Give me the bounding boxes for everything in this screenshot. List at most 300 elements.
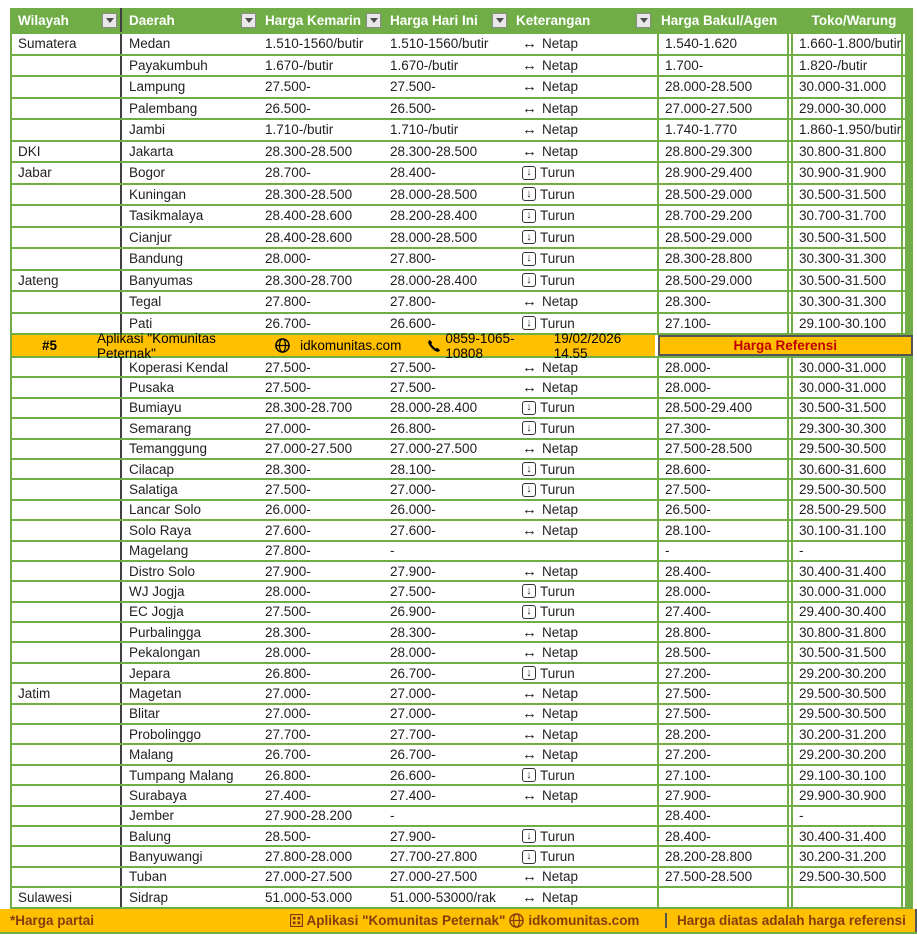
cell-wilayah[interactable] xyxy=(12,460,122,478)
cell-keterangan[interactable]: ↓ Turun xyxy=(510,314,654,334)
column-header-harga-hari-ini[interactable] xyxy=(384,8,510,32)
cell-harga-bakul-agen[interactable]: 28.100- xyxy=(657,521,789,539)
cell-wilayah[interactable] xyxy=(12,725,122,743)
cell-harga-kemarin[interactable]: 28.300-28.700 xyxy=(265,400,353,416)
cell-toko-warung[interactable]: 30.000-31.000 xyxy=(791,77,903,97)
cell-keterangan[interactable]: ↔ Netap xyxy=(522,521,579,539)
cell-harga-bakul-agen[interactable]: 28.200-28.800 xyxy=(657,847,789,865)
cell-harga-bakul-agen[interactable]: 28.500-29.400 xyxy=(657,399,789,417)
cell-harga-bakul-agen[interactable]: 28.000- xyxy=(657,582,789,600)
cell-toko-warung[interactable]: 30.100-31.100 xyxy=(791,521,903,539)
cell-wilayah[interactable] xyxy=(12,745,122,763)
cell-keterangan[interactable]: ↓ Turun xyxy=(510,163,654,183)
cell-daerah[interactable]: Magetan xyxy=(129,685,182,701)
cell-harga-kemarin[interactable]: 1.670-/butir xyxy=(265,57,334,73)
cell-harga-kemarin[interactable]: 27.800-28.000 xyxy=(265,849,353,865)
cell-harga-hari-ini[interactable]: 27.500- xyxy=(390,359,436,375)
cell-keterangan[interactable]: ↓ Turun xyxy=(510,206,654,226)
cell-harga-bakul-agen[interactable]: 27.200- xyxy=(657,664,789,682)
cell-toko-warung[interactable]: 29.500-30.500 xyxy=(791,440,903,458)
cell-harga-hari-ini[interactable]: - xyxy=(390,543,395,559)
cell-harga-bakul-agen[interactable]: 28.000- xyxy=(657,358,789,376)
cell-harga-kemarin[interactable]: 28.400-28.600 xyxy=(265,229,353,245)
cell-keterangan[interactable] xyxy=(510,807,654,825)
cell-keterangan[interactable]: ↔ Netap xyxy=(522,358,579,376)
cell-harga-kemarin[interactable]: 1.510-1560/butir xyxy=(265,36,364,52)
cell-toko-warung[interactable]: 1.660-1.800/butir xyxy=(791,34,903,54)
cell-keterangan[interactable] xyxy=(510,542,654,560)
cell-keterangan[interactable]: ↔ Netap xyxy=(522,440,579,458)
cell-harga-hari-ini[interactable]: 27.700- xyxy=(390,726,436,742)
cell-harga-kemarin[interactable]: 26.000- xyxy=(265,502,311,518)
cell-harga-hari-ini[interactable]: 28.000-28.500 xyxy=(390,229,478,245)
cell-daerah[interactable]: Solo Raya xyxy=(129,522,192,538)
cell-keterangan[interactable]: ↔ Netap xyxy=(522,684,579,702)
cell-toko-warung[interactable] xyxy=(791,888,903,906)
cell-toko-warung[interactable]: 29.500-30.500 xyxy=(791,868,903,886)
column-header-keterangan[interactable] xyxy=(510,8,654,32)
cell-wilayah[interactable]: DKI xyxy=(12,142,122,162)
cell-keterangan[interactable]: ↔ Netap xyxy=(522,725,579,743)
cell-harga-kemarin[interactable]: 28.500- xyxy=(265,828,311,844)
cell-harga-bakul-agen[interactable]: 28.500-29.000 xyxy=(657,228,789,248)
cell-toko-warung[interactable]: 30.500-31.500 xyxy=(791,185,903,205)
cell-daerah[interactable]: Jakarta xyxy=(129,143,174,159)
cell-keterangan[interactable]: ↔ Netap xyxy=(522,888,579,906)
cell-harga-kemarin[interactable]: 26.500- xyxy=(265,100,311,116)
cell-keterangan[interactable]: ↔ Netap xyxy=(522,623,579,641)
cell-harga-bakul-agen[interactable]: 27.500- xyxy=(657,480,789,498)
cell-harga-bakul-agen[interactable]: 27.100- xyxy=(657,314,789,334)
cell-keterangan[interactable]: ↔ Netap xyxy=(522,501,579,519)
cell-toko-warung[interactable]: 29.000-30.000 xyxy=(791,99,903,119)
cell-harga-bakul-agen[interactable]: 27.500- xyxy=(657,684,789,702)
cell-harga-kemarin[interactable]: 26.700- xyxy=(265,747,311,763)
cell-toko-warung[interactable]: 29.100-30.100 xyxy=(791,766,903,784)
cell-keterangan[interactable]: ↔ Netap xyxy=(522,644,579,662)
cell-wilayah[interactable] xyxy=(12,827,122,845)
cell-toko-warung[interactable]: 30.500-31.500 xyxy=(791,228,903,248)
cell-toko-warung[interactable]: 30.300-31.300 xyxy=(791,249,903,269)
cell-harga-bakul-agen[interactable]: 28.800-29.300 xyxy=(657,142,789,162)
cell-toko-warung[interactable]: 30.600-31.600 xyxy=(791,460,903,478)
cell-daerah[interactable]: Jambi xyxy=(129,122,166,138)
column-header-reference-group[interactable] xyxy=(657,8,913,32)
cell-harga-hari-ini[interactable]: 28.000- xyxy=(390,645,436,661)
cell-toko-warung[interactable]: 30.200-31.200 xyxy=(791,847,903,865)
cell-harga-bakul-agen[interactable]: - xyxy=(657,542,789,560)
cell-harga-hari-ini[interactable]: 27.500- xyxy=(390,380,436,396)
cell-harga-kemarin[interactable]: 28.000- xyxy=(265,251,311,267)
cell-keterangan[interactable]: ↔ Netap xyxy=(522,56,579,74)
cell-daerah[interactable]: Pekalongan xyxy=(129,645,201,661)
cell-wilayah[interactable] xyxy=(12,56,122,76)
cell-harga-bakul-agen[interactable]: 27.300- xyxy=(657,419,789,437)
cell-harga-bakul-agen[interactable]: 28.500-29.000 xyxy=(657,185,789,205)
cell-wilayah[interactable] xyxy=(12,99,122,119)
cell-harga-hari-ini[interactable]: 26.600- xyxy=(390,767,436,783)
table-row xyxy=(10,501,913,521)
cell-daerah[interactable]: Payakumbuh xyxy=(129,57,208,73)
cell-wilayah[interactable] xyxy=(12,807,122,825)
cell-harga-kemarin[interactable]: 27.900- xyxy=(265,563,311,579)
cell-toko-warung[interactable]: 30.500-31.500 xyxy=(791,643,903,661)
cell-toko-warung[interactable]: 30.700-31.700 xyxy=(791,206,903,226)
cell-toko-warung[interactable]: 30.400-31.400 xyxy=(791,827,903,845)
cell-harga-bakul-agen[interactable]: 27.900- xyxy=(657,786,789,804)
cell-wilayah[interactable] xyxy=(12,705,122,723)
cell-harga-kemarin[interactable]: 27.800- xyxy=(265,294,311,310)
cell-wilayah[interactable] xyxy=(12,664,122,682)
cell-harga-bakul-agen[interactable]: 28.500-29.000 xyxy=(657,271,789,291)
cell-daerah[interactable]: Magelang xyxy=(129,543,189,559)
cell-keterangan[interactable]: ↓ Turun xyxy=(510,582,654,600)
cell-daerah[interactable]: Palembang xyxy=(129,100,198,116)
cell-harga-hari-ini[interactable]: 27.000- xyxy=(390,685,436,701)
cell-daerah[interactable]: Koperasi Kendal xyxy=(129,359,229,375)
cell-wilayah[interactable] xyxy=(12,542,122,560)
cell-toko-warung[interactable]: - xyxy=(791,807,903,825)
cell-harga-hari-ini[interactable]: 27.600- xyxy=(390,522,436,538)
cell-wilayah[interactable] xyxy=(12,562,122,580)
cell-daerah[interactable]: Bandung xyxy=(129,251,184,267)
cell-wilayah[interactable] xyxy=(12,766,122,784)
cell-daerah[interactable]: Cilacap xyxy=(129,461,175,477)
cell-harga-kemarin[interactable]: 28.400-28.600 xyxy=(265,208,353,224)
cell-toko-warung[interactable]: 30.400-31.400 xyxy=(791,562,903,580)
cell-daerah[interactable]: Tumpang Malang xyxy=(129,767,234,783)
cell-keterangan[interactable]: ↓ Turun xyxy=(510,664,654,682)
cell-harga-hari-ini[interactable]: 27.900- xyxy=(390,563,436,579)
cell-harga-kemarin[interactable]: 27.000- xyxy=(265,685,311,701)
cell-daerah[interactable]: WJ Jogja xyxy=(129,583,185,599)
cell-wilayah[interactable]: Jatim xyxy=(12,684,122,702)
cell-harga-hari-ini[interactable]: 26.700- xyxy=(390,747,436,763)
cell-wilayah[interactable] xyxy=(12,249,122,269)
cell-harga-bakul-agen[interactable]: 28.000- xyxy=(657,378,789,396)
cell-harga-bakul-agen[interactable]: 28.400- xyxy=(657,827,789,845)
cell-daerah[interactable]: Jember xyxy=(129,808,175,824)
cell-toko-warung[interactable]: 30.000-31.000 xyxy=(791,378,903,396)
cell-harga-bakul-agen[interactable]: 27.500-28.500 xyxy=(657,868,789,886)
cell-harga-hari-ini[interactable]: 27.400- xyxy=(390,787,436,803)
cell-harga-hari-ini[interactable]: 27.000-27.500 xyxy=(390,869,478,885)
cell-keterangan[interactable]: ↔ Netap xyxy=(522,293,579,311)
cell-harga-hari-ini[interactable]: 1.710-/butir xyxy=(390,122,459,138)
cell-harga-bakul-agen[interactable]: 26.500- xyxy=(657,501,789,519)
cell-keterangan[interactable]: ↓ Turun xyxy=(510,603,654,621)
cell-keterangan[interactable]: ↓ Turun xyxy=(510,249,654,269)
cell-keterangan[interactable]: ↓ Turun xyxy=(510,460,654,478)
cell-wilayah[interactable] xyxy=(12,440,122,458)
cell-daerah[interactable]: Salatiga xyxy=(129,482,178,498)
cell-daerah[interactable]: Kuningan xyxy=(129,186,187,202)
cell-keterangan[interactable]: ↓ Turun xyxy=(510,827,654,845)
cell-harga-bakul-agen[interactable]: 1.740-1.770 xyxy=(657,120,789,140)
column-header-daerah[interactable] xyxy=(122,8,259,32)
cell-daerah[interactable]: Surabaya xyxy=(129,787,187,803)
cell-harga-hari-ini[interactable]: 1.670-/butir xyxy=(390,57,459,73)
cell-harga-hari-ini[interactable]: 28.400- xyxy=(390,165,436,181)
cell-harga-hari-ini[interactable]: 28.300- xyxy=(390,624,436,640)
cell-daerah[interactable]: Tasikmalaya xyxy=(129,208,204,224)
cell-toko-warung[interactable]: 30.900-31.900 xyxy=(791,163,903,183)
cell-harga-kemarin[interactable]: 28.300-28.500 xyxy=(265,143,353,159)
cell-keterangan[interactable]: ↓ Turun xyxy=(510,766,654,784)
cell-harga-kemarin[interactable]: 28.000- xyxy=(265,645,311,661)
cell-harga-kemarin[interactable]: 27.600- xyxy=(265,522,311,538)
cell-harga-hari-ini[interactable]: 27.900- xyxy=(390,828,436,844)
cell-toko-warung[interactable]: 30.800-31.800 xyxy=(791,142,903,162)
cell-wilayah[interactable] xyxy=(12,399,122,417)
cell-harga-kemarin[interactable]: 27.500- xyxy=(265,482,311,498)
cell-keterangan[interactable]: ↔ Netap xyxy=(522,379,579,397)
cell-harga-bakul-agen[interactable] xyxy=(657,888,789,906)
cell-harga-kemarin[interactable]: 27.000-27.500 xyxy=(265,441,353,457)
cell-toko-warung[interactable]: 29.500-30.500 xyxy=(791,480,903,498)
cell-harga-kemarin[interactable]: 27.800- xyxy=(265,543,311,559)
footer-website[interactable]: idkomunitas.com xyxy=(528,912,640,928)
cell-toko-warung[interactable]: 29.400-30.400 xyxy=(791,603,903,621)
cell-harga-hari-ini[interactable]: 28.200-28.400 xyxy=(390,208,478,224)
cell-harga-kemarin[interactable]: 27.400- xyxy=(265,787,311,803)
cell-harga-hari-ini[interactable]: 51.000-53000/rak xyxy=(390,889,496,905)
cell-toko-warung[interactable]: 29.500-30.500 xyxy=(791,684,903,702)
cell-toko-warung[interactable]: 29.100-30.100 xyxy=(791,314,903,334)
cell-harga-hari-ini[interactable]: 27.800- xyxy=(390,251,436,267)
cell-harga-kemarin[interactable]: 27.000- xyxy=(265,706,311,722)
cell-harga-bakul-agen[interactable]: 28.400- xyxy=(657,807,789,825)
column-header-wilayah[interactable] xyxy=(12,8,122,32)
cell-harga-hari-ini[interactable]: 26.500- xyxy=(390,100,436,116)
cell-wilayah[interactable] xyxy=(12,521,122,539)
cell-harga-hari-ini[interactable]: 28.000-28.400 xyxy=(390,272,478,288)
cell-keterangan[interactable]: ↔ Netap xyxy=(522,746,579,764)
cell-harga-bakul-agen[interactable]: 28.200- xyxy=(657,725,789,743)
cell-harga-hari-ini[interactable]: 27.800- xyxy=(390,294,436,310)
cell-keterangan[interactable]: ↔ Netap xyxy=(522,78,579,96)
cell-harga-hari-ini[interactable]: 27.000- xyxy=(390,706,436,722)
cell-toko-warung[interactable]: 29.200-30.200 xyxy=(791,664,903,682)
cell-daerah[interactable]: Lampung xyxy=(129,79,186,95)
cell-wilayah[interactable]: Sulawesi xyxy=(12,888,122,906)
cell-harga-bakul-agen[interactable]: 28.900-29.400 xyxy=(657,163,789,183)
cell-toko-warung[interactable]: 29.900-30.900 xyxy=(791,786,903,804)
cell-wilayah[interactable] xyxy=(12,847,122,865)
cell-wilayah[interactable] xyxy=(12,358,122,376)
filter-dropdown-icon[interactable] xyxy=(366,13,381,28)
cell-keterangan[interactable]: ↔ Netap xyxy=(522,99,579,117)
cell-harga-hari-ini[interactable]: 27.500- xyxy=(390,583,436,599)
cell-harga-hari-ini[interactable]: 28.000-28.400 xyxy=(390,400,478,416)
cell-harga-hari-ini[interactable]: 26.000- xyxy=(390,502,436,518)
cell-daerah[interactable]: Balung xyxy=(129,828,172,844)
cell-keterangan[interactable]: ↔ Netap xyxy=(522,786,579,804)
cell-daerah[interactable]: EC Jogja xyxy=(129,604,184,620)
cell-harga-kemarin[interactable]: 28.300-28.700 xyxy=(265,272,353,288)
cell-harga-kemarin[interactable]: 28.300-28.500 xyxy=(265,186,353,202)
cell-daerah[interactable]: Medan xyxy=(129,36,171,52)
cell-harga-hari-ini[interactable]: 26.900- xyxy=(390,604,436,620)
cell-harga-bakul-agen[interactable]: 28.700-29.200 xyxy=(657,206,789,226)
cell-toko-warung[interactable]: 1.820-/butir xyxy=(791,56,903,76)
cell-harga-hari-ini[interactable]: - xyxy=(390,808,395,824)
cell-harga-bakul-agen[interactable]: 27.100- xyxy=(657,766,789,784)
cell-toko-warung[interactable]: 30.200-31.200 xyxy=(791,725,903,743)
cell-toko-warung[interactable]: 30.500-31.500 xyxy=(791,271,903,291)
cell-daerah[interactable]: Bogor xyxy=(129,165,166,181)
cell-wilayah[interactable] xyxy=(12,419,122,437)
cell-harga-kemarin[interactable]: 51.000-53.000 xyxy=(265,889,353,905)
cell-daerah[interactable]: Pusaka xyxy=(129,380,175,396)
cell-wilayah[interactable] xyxy=(12,185,122,205)
cell-harga-kemarin[interactable]: 27.700- xyxy=(265,726,311,742)
cell-wilayah[interactable] xyxy=(12,480,122,498)
cell-harga-kemarin[interactable]: 27.500- xyxy=(265,79,311,95)
cell-harga-hari-ini[interactable]: 27.500- xyxy=(390,79,436,95)
filter-dropdown-icon[interactable] xyxy=(102,13,117,28)
cell-daerah[interactable]: Malang xyxy=(129,747,174,763)
cell-harga-bakul-agen[interactable]: 27.500- xyxy=(657,705,789,723)
cell-wilayah[interactable] xyxy=(12,623,122,641)
cell-harga-bakul-agen[interactable]: 27.400- xyxy=(657,603,789,621)
cell-keterangan[interactable]: ↔ Netap xyxy=(522,705,579,723)
cell-harga-kemarin[interactable]: 28.700- xyxy=(265,165,311,181)
cell-harga-hari-ini[interactable]: 27.000- xyxy=(390,482,436,498)
cell-daerah[interactable]: Lancar Solo xyxy=(129,502,202,518)
cell-toko-warung[interactable]: 29.300-30.300 xyxy=(791,419,903,437)
cell-harga-bakul-agen[interactable]: 28.800- xyxy=(657,623,789,641)
cell-harga-kemarin[interactable]: 28.000- xyxy=(265,583,311,599)
cell-daerah[interactable]: Temanggung xyxy=(129,441,208,457)
cell-daerah[interactable]: Bumiayu xyxy=(129,400,182,416)
cell-daerah[interactable]: Tuban xyxy=(129,869,167,885)
cell-harga-kemarin[interactable]: 26.700- xyxy=(265,315,311,331)
cell-daerah[interactable]: Pati xyxy=(129,315,153,331)
cell-harga-hari-ini[interactable]: 26.800- xyxy=(390,420,436,436)
cell-keterangan[interactable]: ↔ Netap xyxy=(522,868,579,886)
cell-wilayah[interactable] xyxy=(12,643,122,661)
cell-harga-bakul-agen[interactable]: 27.200- xyxy=(657,745,789,763)
cell-harga-kemarin[interactable]: 27.500- xyxy=(265,380,311,396)
cell-toko-warung[interactable]: 30.500-31.500 xyxy=(791,399,903,417)
cell-harga-bakul-agen[interactable]: 28.600- xyxy=(657,460,789,478)
cell-toko-warung[interactable]: 1.860-1.950/butir xyxy=(791,120,903,140)
cell-harga-kemarin[interactable]: 26.800- xyxy=(265,767,311,783)
cell-harga-bakul-agen[interactable]: 28.000-28.500 xyxy=(657,77,789,97)
cell-harga-kemarin[interactable]: 26.800- xyxy=(265,665,311,681)
cell-toko-warung[interactable]: - xyxy=(791,542,903,560)
cell-daerah[interactable]: Cianjur xyxy=(129,229,172,245)
cell-harga-bakul-agen[interactable]: 27.000-27.500 xyxy=(657,99,789,119)
cell-toko-warung[interactable]: 30.800-31.800 xyxy=(791,623,903,641)
cell-keterangan[interactable]: ↔ Netap xyxy=(522,121,579,139)
cell-wilayah[interactable] xyxy=(12,228,122,248)
cell-toko-warung[interactable]: 30.000-31.000 xyxy=(791,358,903,376)
cell-wilayah[interactable] xyxy=(12,77,122,97)
cell-toko-warung[interactable]: 29.200-30.200 xyxy=(791,745,903,763)
cell-harga-hari-ini[interactable]: 1.510-1560/butir xyxy=(390,36,489,52)
cell-wilayah[interactable]: Sumatera xyxy=(12,34,122,54)
cell-toko-warung[interactable]: 30.300-31.300 xyxy=(791,292,903,312)
cell-keterangan[interactable]: ↔ Netap xyxy=(522,35,579,53)
cell-harga-hari-ini[interactable]: 26.700- xyxy=(390,665,436,681)
cell-keterangan[interactable]: ↓ Turun xyxy=(510,228,654,248)
cell-keterangan[interactable]: ↓ Turun xyxy=(510,271,654,291)
cell-harga-hari-ini[interactable]: 27.000-27.500 xyxy=(390,441,478,457)
cell-wilayah[interactable]: Jabar xyxy=(12,163,122,183)
banner-website[interactable]: idkomunitas.com xyxy=(300,338,402,353)
cell-wilayah[interactable] xyxy=(12,501,122,519)
cell-harga-kemarin[interactable]: 27.900-28.200 xyxy=(265,808,353,824)
cell-keterangan[interactable]: ↓ Turun xyxy=(510,480,654,498)
cell-harga-kemarin[interactable]: 28.300- xyxy=(265,624,311,640)
cell-harga-bakul-agen[interactable]: 28.500- xyxy=(657,643,789,661)
cell-harga-bakul-agen[interactable]: 28.300-28.800 xyxy=(657,249,789,269)
cell-harga-bakul-agen[interactable]: 28.300- xyxy=(657,292,789,312)
cell-daerah[interactable]: Semarang xyxy=(129,420,192,436)
cell-daerah[interactable]: Banyuwangi xyxy=(129,849,203,865)
cell-harga-kemarin[interactable]: 27.000-27.500 xyxy=(265,869,353,885)
cell-toko-warung[interactable]: 29.500-30.500 xyxy=(791,705,903,723)
cell-wilayah[interactable] xyxy=(12,120,122,140)
cell-harga-kemarin[interactable]: 27.500- xyxy=(265,359,311,375)
cell-daerah[interactable]: Jepara xyxy=(129,665,171,681)
cell-daerah[interactable]: Banyumas xyxy=(129,272,193,288)
cell-wilayah[interactable] xyxy=(12,786,122,804)
cell-harga-kemarin[interactable]: 28.300- xyxy=(265,461,311,477)
cell-keterangan[interactable]: ↓ Turun xyxy=(510,185,654,205)
cell-daerah[interactable]: Distro Solo xyxy=(129,563,196,579)
cell-harga-kemarin[interactable]: 27.500- xyxy=(265,604,311,620)
filter-dropdown-icon[interactable] xyxy=(636,13,651,28)
cell-daerah[interactable]: Sidrap xyxy=(129,889,169,905)
cell-daerah[interactable]: Blitar xyxy=(129,706,160,722)
cell-wilayah[interactable] xyxy=(12,292,122,312)
cell-keterangan[interactable]: ↔ Netap xyxy=(522,562,579,580)
cell-harga-hari-ini[interactable]: 27.700-27.800 xyxy=(390,849,478,865)
cell-harga-bakul-agen[interactable]: 1.700- xyxy=(657,56,789,76)
filter-dropdown-icon[interactable] xyxy=(241,13,256,28)
cell-daerah[interactable]: Purbalingga xyxy=(129,624,202,640)
cell-keterangan[interactable]: ↓ Turun xyxy=(510,847,654,865)
cell-harga-kemarin[interactable]: 1.710-/butir xyxy=(265,122,334,138)
cell-harga-hari-ini[interactable]: 26.600- xyxy=(390,315,436,331)
cell-harga-bakul-agen[interactable]: 1.540-1.620 xyxy=(657,34,789,54)
cell-wilayah[interactable] xyxy=(12,582,122,600)
cell-keterangan[interactable]: ↔ Netap xyxy=(522,142,579,160)
cell-harga-bakul-agen[interactable]: 27.500-28.500 xyxy=(657,440,789,458)
filter-dropdown-icon[interactable] xyxy=(492,13,507,28)
cell-harga-hari-ini[interactable]: 28.000-28.500 xyxy=(390,186,478,202)
cell-wilayah[interactable] xyxy=(12,378,122,396)
column-header-harga-kemarin[interactable] xyxy=(259,8,384,32)
cell-harga-hari-ini[interactable]: 28.300-28.500 xyxy=(390,143,478,159)
cell-toko-warung[interactable]: 28.500-29.500 xyxy=(791,501,903,519)
cell-daerah[interactable]: Probolinggo xyxy=(129,726,202,742)
cell-toko-warung[interactable]: 30.000-31.000 xyxy=(791,582,903,600)
cell-keterangan[interactable]: ↓ Turun xyxy=(510,419,654,437)
cell-wilayah[interactable] xyxy=(12,868,122,886)
cell-harga-kemarin[interactable]: 27.000- xyxy=(265,420,311,436)
cell-wilayah[interactable] xyxy=(12,206,122,226)
cell-harga-hari-ini[interactable]: 28.100- xyxy=(390,461,436,477)
cell-wilayah[interactable]: Jateng xyxy=(12,271,122,291)
cell-keterangan[interactable]: ↓ Turun xyxy=(510,399,654,417)
cell-daerah[interactable]: Tegal xyxy=(129,294,162,310)
cell-wilayah[interactable] xyxy=(12,603,122,621)
cell-harga-bakul-agen[interactable]: 28.400- xyxy=(657,562,789,580)
